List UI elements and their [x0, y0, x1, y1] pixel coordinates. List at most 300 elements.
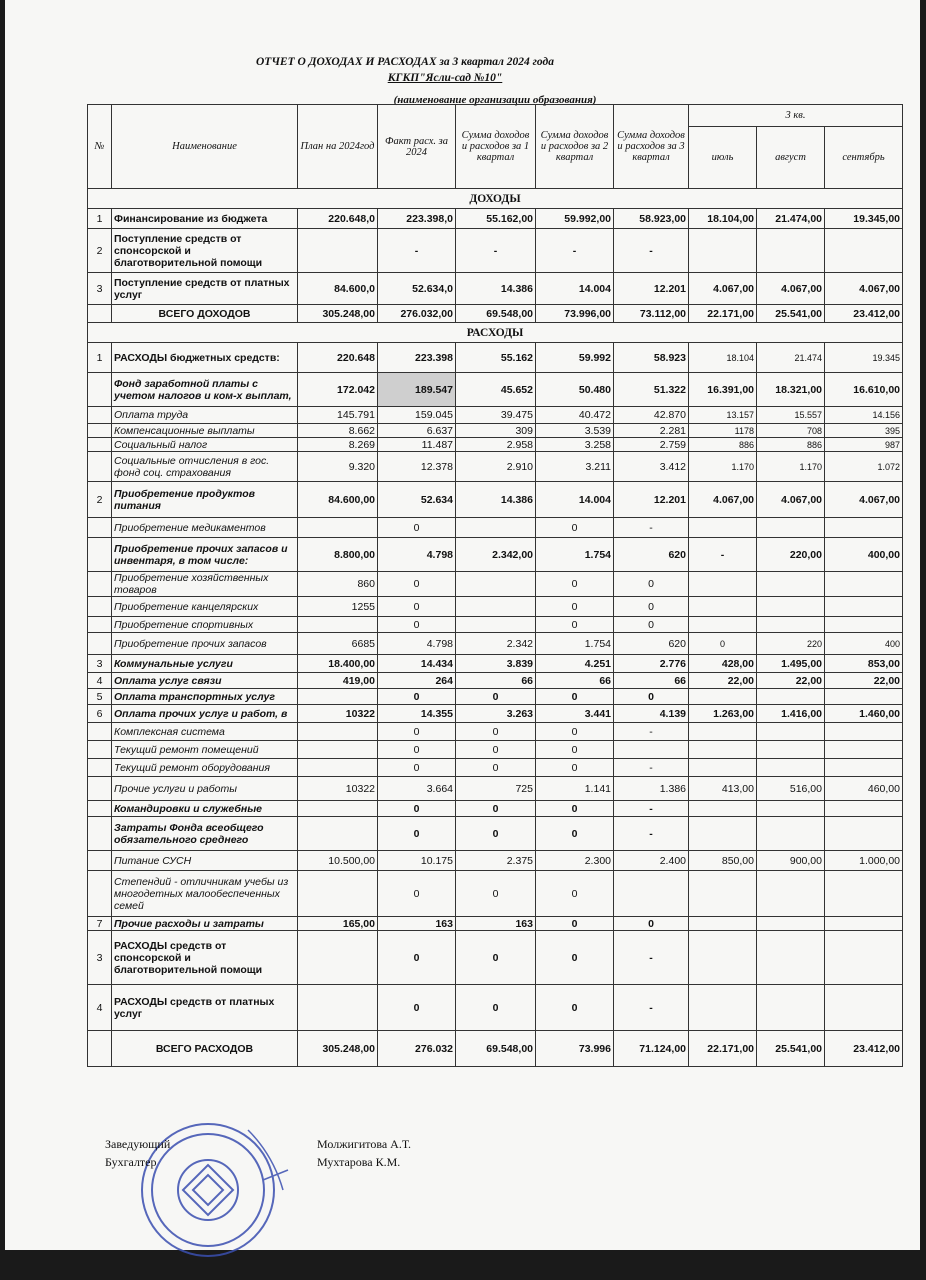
cell-september: [825, 917, 903, 931]
cell-august: [757, 759, 825, 777]
cell-q2: 3.258: [536, 438, 614, 452]
row-number: [88, 424, 112, 438]
cell-fact: 0: [378, 759, 456, 777]
row-name: Социальный налог: [112, 438, 298, 452]
organization-caption: (наименование организации образования): [393, 94, 597, 106]
cell-q1: 0: [456, 817, 536, 851]
cell-q1: 0: [456, 689, 536, 705]
row-number: 1: [88, 209, 112, 229]
row-number: 7: [88, 917, 112, 931]
cell-september: [825, 518, 903, 538]
table-row: [88, 305, 903, 323]
cell-q1: 163: [456, 917, 536, 931]
row-name: Социальные отчисления в гос. фонд соц. страхования: [112, 452, 298, 482]
cell-q2: 0: [536, 817, 614, 851]
cell-july: 850,00: [689, 851, 757, 871]
cell-plan: 165,00: [298, 917, 378, 931]
cell-august: [757, 817, 825, 851]
cell-q3: 0: [614, 597, 689, 617]
table-row: [88, 759, 903, 777]
cell-plan: [298, 689, 378, 705]
cell-plan: 172.042: [298, 373, 378, 407]
cell-fact: 276.032: [378, 1031, 456, 1067]
row-name: Приобретение хозяйственных товаров: [112, 572, 298, 597]
cell-plan: 8.800,00: [298, 538, 378, 572]
row-number: [88, 373, 112, 407]
cell-september: [825, 759, 903, 777]
cell-q3: -: [614, 985, 689, 1031]
cell-august: 21.474,00: [757, 209, 825, 229]
table-row: [88, 597, 903, 617]
cell-august: 4.067,00: [757, 482, 825, 518]
cell-plan: 8.662: [298, 424, 378, 438]
cell-july: [689, 518, 757, 538]
cell-august: [757, 741, 825, 759]
cell-plan: [298, 985, 378, 1031]
cell-q1: 39.475: [456, 407, 536, 424]
cell-q3: 4.139: [614, 705, 689, 723]
cell-august: 708: [757, 424, 825, 438]
cell-fact: 52.634: [378, 482, 456, 518]
row-name: Степендий - отличникам учебы из многодетных малообеспеченных семей: [112, 871, 298, 917]
cell-july: [689, 597, 757, 617]
accountant-name: Мухтарова К.М.: [317, 1155, 401, 1169]
cell-august: 1.416,00: [757, 705, 825, 723]
official-stamp: [123, 1110, 293, 1260]
cell-september: [825, 572, 903, 597]
cell-september: 400: [825, 633, 903, 655]
row-number: 2: [88, 482, 112, 518]
cell-q2: 73.996,00: [536, 305, 614, 323]
table-row: [88, 723, 903, 741]
cell-fact: 264: [378, 673, 456, 689]
table-row: [88, 452, 903, 482]
table-row: [88, 438, 903, 452]
cell-q1: 0: [456, 931, 536, 985]
table-row: [88, 917, 903, 931]
row-name: Приобретение спортивных: [112, 617, 298, 633]
table-row: [88, 538, 903, 572]
cell-q3: 2.400: [614, 851, 689, 871]
cell-fact: 4.798: [378, 538, 456, 572]
header-july: июль: [689, 127, 757, 189]
cell-q2: 40.472: [536, 407, 614, 424]
cell-fact: 4.798: [378, 633, 456, 655]
cell-q1: 66: [456, 673, 536, 689]
table-row: [88, 482, 903, 518]
cell-q1: -: [456, 229, 536, 273]
row-number: 5: [88, 689, 112, 705]
cell-plan: 860: [298, 572, 378, 597]
cell-plan: [298, 817, 378, 851]
cell-august: 21.474: [757, 343, 825, 373]
cell-september: 4.067,00: [825, 273, 903, 305]
cell-september: 395: [825, 424, 903, 438]
cell-q3: 2.776: [614, 655, 689, 673]
header-september: сентябрь: [825, 127, 903, 189]
row-number: [88, 741, 112, 759]
row-name: Командировки и служебные: [112, 801, 298, 817]
cell-q3: 2.281: [614, 424, 689, 438]
cell-fact: 10.175: [378, 851, 456, 871]
row-number: [88, 617, 112, 633]
row-name: Прочие расходы и затраты: [112, 917, 298, 931]
cell-fact: 223.398,0: [378, 209, 456, 229]
cell-q3: 73.112,00: [614, 305, 689, 323]
table-row: [88, 209, 903, 229]
section-income: [88, 189, 903, 209]
header-no: №: [88, 105, 112, 189]
cell-q3: 0: [614, 917, 689, 931]
cell-fact: 189.547: [378, 373, 456, 407]
cell-september: 19.345,00: [825, 209, 903, 229]
row-number: [88, 633, 112, 655]
cell-q3: -: [614, 817, 689, 851]
cell-q1: 0: [456, 871, 536, 917]
cell-plan: 305.248,00: [298, 1031, 378, 1067]
cell-august: 15.557: [757, 407, 825, 424]
row-name: Текущий ремонт помещений: [112, 741, 298, 759]
cell-q2: 0: [536, 931, 614, 985]
table-row: [88, 851, 903, 871]
cell-fact: 0: [378, 871, 456, 917]
header-fact: Факт расх. за 2024: [378, 105, 456, 189]
head-name: Молжигитова А.Т.: [317, 1137, 411, 1151]
cell-q1: [456, 518, 536, 538]
cell-september: 22,00: [825, 673, 903, 689]
cell-q1: 55.162: [456, 343, 536, 373]
cell-july: [689, 801, 757, 817]
cell-q2: 0: [536, 518, 614, 538]
cell-plan: 145.791: [298, 407, 378, 424]
cell-q1: 69.548,00: [456, 1031, 536, 1067]
row-name: Оплата труда: [112, 407, 298, 424]
row-name: Финансирование из бюджета: [112, 209, 298, 229]
cell-plan: [298, 229, 378, 273]
cell-august: [757, 689, 825, 705]
cell-september: 1.460,00: [825, 705, 903, 723]
cell-plan: [298, 931, 378, 985]
cell-september: [825, 985, 903, 1031]
cell-q3: 620: [614, 538, 689, 572]
cell-august: [757, 985, 825, 1031]
row-number: [88, 538, 112, 572]
cell-q2: 0: [536, 917, 614, 931]
row-number: [88, 1031, 112, 1067]
cell-q3: 620: [614, 633, 689, 655]
head-label: Заведующий: [105, 1137, 171, 1151]
table-row: [88, 633, 903, 655]
row-name: Питание СУСН: [112, 851, 298, 871]
row-number: 6: [88, 705, 112, 723]
row-number: [88, 572, 112, 597]
cell-q3: -: [614, 723, 689, 741]
cell-q3: 58.923: [614, 343, 689, 373]
cell-july: 4.067,00: [689, 482, 757, 518]
section-expense: [88, 323, 903, 343]
cell-q2: 0: [536, 572, 614, 597]
cell-fact: 0: [378, 617, 456, 633]
row-name: РАСХОДЫ средств от спонсорской и благотворительной помощи: [112, 931, 298, 985]
row-name: РАСХОДЫ бюджетных средств:: [112, 343, 298, 373]
cell-q2: 3.539: [536, 424, 614, 438]
cell-august: 18.321,00: [757, 373, 825, 407]
organization-name: КГКП"Ясли-сад №10": [387, 72, 503, 84]
table-row: [88, 705, 903, 723]
cell-september: 853,00: [825, 655, 903, 673]
cell-july: 4.067,00: [689, 273, 757, 305]
cell-q2: 59.992,00: [536, 209, 614, 229]
cell-fact: 0: [378, 985, 456, 1031]
cell-q2: 0: [536, 689, 614, 705]
cell-q2: 3.211: [536, 452, 614, 482]
cell-september: [825, 931, 903, 985]
cell-august: 1.170: [757, 452, 825, 482]
table-row: [88, 407, 903, 424]
cell-august: 4.067,00: [757, 273, 825, 305]
cell-july: [689, 931, 757, 985]
cell-august: 900,00: [757, 851, 825, 871]
cell-july: 1.170: [689, 452, 757, 482]
cell-july: 1178: [689, 424, 757, 438]
row-name: Коммунальные услуги: [112, 655, 298, 673]
cell-august: [757, 931, 825, 985]
cell-july: 13.157: [689, 407, 757, 424]
cell-q3: 12.201: [614, 273, 689, 305]
cell-q2: 73.996: [536, 1031, 614, 1067]
row-number: 3: [88, 273, 112, 305]
cell-august: [757, 229, 825, 273]
cell-september: 19.345: [825, 343, 903, 373]
cell-q2: 0: [536, 723, 614, 741]
cell-fact: 6.637: [378, 424, 456, 438]
cell-july: [689, 917, 757, 931]
cell-q2: 1.141: [536, 777, 614, 801]
cell-q2: 0: [536, 597, 614, 617]
table-row: [88, 617, 903, 633]
cell-july: [689, 871, 757, 917]
row-name: Оплата услуг связи: [112, 673, 298, 689]
income-expense-table: [87, 104, 903, 1067]
table-row: [88, 689, 903, 705]
row-number: [88, 305, 112, 323]
table-row: [88, 985, 903, 1031]
row-name: Оплата прочих услуг и работ, в: [112, 705, 298, 723]
cell-plan: [298, 871, 378, 917]
cell-august: [757, 572, 825, 597]
cell-q1: [456, 572, 536, 597]
cell-august: [757, 801, 825, 817]
table-row: [88, 931, 903, 985]
cell-july: [689, 723, 757, 741]
cell-q3: 1.386: [614, 777, 689, 801]
cell-plan: [298, 741, 378, 759]
header-name: Наименование: [112, 105, 298, 189]
row-number: [88, 597, 112, 617]
cell-july: [689, 689, 757, 705]
table-row: [88, 373, 903, 407]
cell-september: 460,00: [825, 777, 903, 801]
cell-july: -: [689, 538, 757, 572]
cell-q3: 58.923,00: [614, 209, 689, 229]
cell-q3: -: [614, 229, 689, 273]
cell-july: 22.171,00: [689, 1031, 757, 1067]
cell-july: [689, 572, 757, 597]
cell-july: 0: [689, 633, 757, 655]
cell-q2: 2.300: [536, 851, 614, 871]
cell-q3: 42.870: [614, 407, 689, 424]
cell-fact: 14.355: [378, 705, 456, 723]
cell-q3: [614, 871, 689, 917]
cell-august: 25.541,00: [757, 1031, 825, 1067]
cell-q2: 0: [536, 871, 614, 917]
cell-q3: 2.759: [614, 438, 689, 452]
cell-q3: -: [614, 801, 689, 817]
cell-plan: 9.320: [298, 452, 378, 482]
cell-q3: [614, 741, 689, 759]
cell-plan: 419,00: [298, 673, 378, 689]
cell-plan: 10.500,00: [298, 851, 378, 871]
cell-july: [689, 229, 757, 273]
section-expense-label: РАСХОДЫ: [88, 323, 903, 343]
cell-plan: 18.400,00: [298, 655, 378, 673]
cell-plan: 305.248,00: [298, 305, 378, 323]
table-row: [88, 777, 903, 801]
cell-q3: 3.412: [614, 452, 689, 482]
cell-q2: 1.754: [536, 633, 614, 655]
cell-july: 18.104: [689, 343, 757, 373]
cell-q1: 0: [456, 801, 536, 817]
cell-q1: 3.263: [456, 705, 536, 723]
cell-plan: 10322: [298, 777, 378, 801]
cell-q1: 14.386: [456, 273, 536, 305]
row-number: [88, 777, 112, 801]
cell-plan: [298, 518, 378, 538]
cell-q1: 3.839: [456, 655, 536, 673]
cell-september: 16.610,00: [825, 373, 903, 407]
row-number: 4: [88, 673, 112, 689]
cell-september: [825, 871, 903, 917]
cell-plan: 84.600,00: [298, 482, 378, 518]
cell-q3: -: [614, 931, 689, 985]
row-number: [88, 723, 112, 741]
cell-july: 16.391,00: [689, 373, 757, 407]
cell-fact: 14.434: [378, 655, 456, 673]
cell-q2: 0: [536, 759, 614, 777]
table-row: [88, 871, 903, 917]
cell-q1: [456, 597, 536, 617]
cell-q2: 50.480: [536, 373, 614, 407]
row-name: Приобретение продуктов питания: [112, 482, 298, 518]
cell-august: 220,00: [757, 538, 825, 572]
row-number: [88, 851, 112, 871]
row-number: 4: [88, 985, 112, 1031]
cell-q1: 69.548,00: [456, 305, 536, 323]
cell-september: 4.067,00: [825, 482, 903, 518]
cell-fact: 0: [378, 741, 456, 759]
row-name: Оплата транспортных услуг: [112, 689, 298, 705]
cell-july: 886: [689, 438, 757, 452]
cell-q1: 0: [456, 723, 536, 741]
row-name: РАСХОДЫ средств от платных услуг: [112, 985, 298, 1031]
cell-august: 25.541,00: [757, 305, 825, 323]
cell-plan: 84.600,0: [298, 273, 378, 305]
cell-august: [757, 617, 825, 633]
row-name: Приобретение медикаментов: [112, 518, 298, 538]
row-name: Комплексная система: [112, 723, 298, 741]
cell-q1: 55.162,00: [456, 209, 536, 229]
cell-september: 23.412,00: [825, 305, 903, 323]
cell-july: [689, 617, 757, 633]
row-name: Текущий ремонт оборудования: [112, 759, 298, 777]
row-name: Приобретение канцелярских: [112, 597, 298, 617]
cell-july: 413,00: [689, 777, 757, 801]
cell-august: 220: [757, 633, 825, 655]
cell-q2: 4.251: [536, 655, 614, 673]
cell-august: [757, 518, 825, 538]
cell-fact: 0: [378, 597, 456, 617]
cell-q2: 3.441: [536, 705, 614, 723]
report-title: ОТЧЕТ О ДОХОДАХ И РАСХОДАХ за 3 квартал 2024 года: [256, 56, 554, 68]
cell-september: [825, 229, 903, 273]
cell-july: [689, 985, 757, 1031]
table-row: [88, 273, 903, 305]
table-row: [88, 817, 903, 851]
row-number: 1: [88, 343, 112, 373]
cell-q3: 12.201: [614, 482, 689, 518]
cell-august: 886: [757, 438, 825, 452]
cell-plan: 1255: [298, 597, 378, 617]
cell-plan: [298, 801, 378, 817]
cell-fact: 276.032,00: [378, 305, 456, 323]
cell-q1: 2.375: [456, 851, 536, 871]
row-name: Компенсационные выплаты: [112, 424, 298, 438]
cell-august: [757, 871, 825, 917]
header-q1: Сумма доходов и расходов за 1 квартал: [456, 105, 536, 189]
cell-august: [757, 917, 825, 931]
header-q3-group: 3 кв.: [689, 105, 903, 127]
cell-plan: [298, 759, 378, 777]
cell-september: [825, 617, 903, 633]
cell-july: [689, 817, 757, 851]
cell-august: 516,00: [757, 777, 825, 801]
row-name: Поступление средств от спонсорской и благотворительной помощи: [112, 229, 298, 273]
row-number: 3: [88, 931, 112, 985]
table-row: [88, 424, 903, 438]
cell-plan: 220.648,0: [298, 209, 378, 229]
cell-plan: 6685: [298, 633, 378, 655]
row-number: [88, 759, 112, 777]
cell-q1: 725: [456, 777, 536, 801]
cell-fact: 0: [378, 931, 456, 985]
header-q2: Сумма доходов и расходов за 2 квартал: [536, 105, 614, 189]
table-row: [88, 673, 903, 689]
cell-fact: 163: [378, 917, 456, 931]
cell-september: [825, 597, 903, 617]
row-number: [88, 817, 112, 851]
cell-fact: 3.664: [378, 777, 456, 801]
cell-q1: 0: [456, 759, 536, 777]
cell-q1: 2.958: [456, 438, 536, 452]
row-number: [88, 871, 112, 917]
table-row: [88, 518, 903, 538]
cell-plan: [298, 723, 378, 741]
row-name: ВСЕГО РАСХОДОВ: [112, 1031, 298, 1067]
row-number: [88, 518, 112, 538]
table-row: [88, 229, 903, 273]
table-row: [88, 801, 903, 817]
cell-q2: 0: [536, 741, 614, 759]
